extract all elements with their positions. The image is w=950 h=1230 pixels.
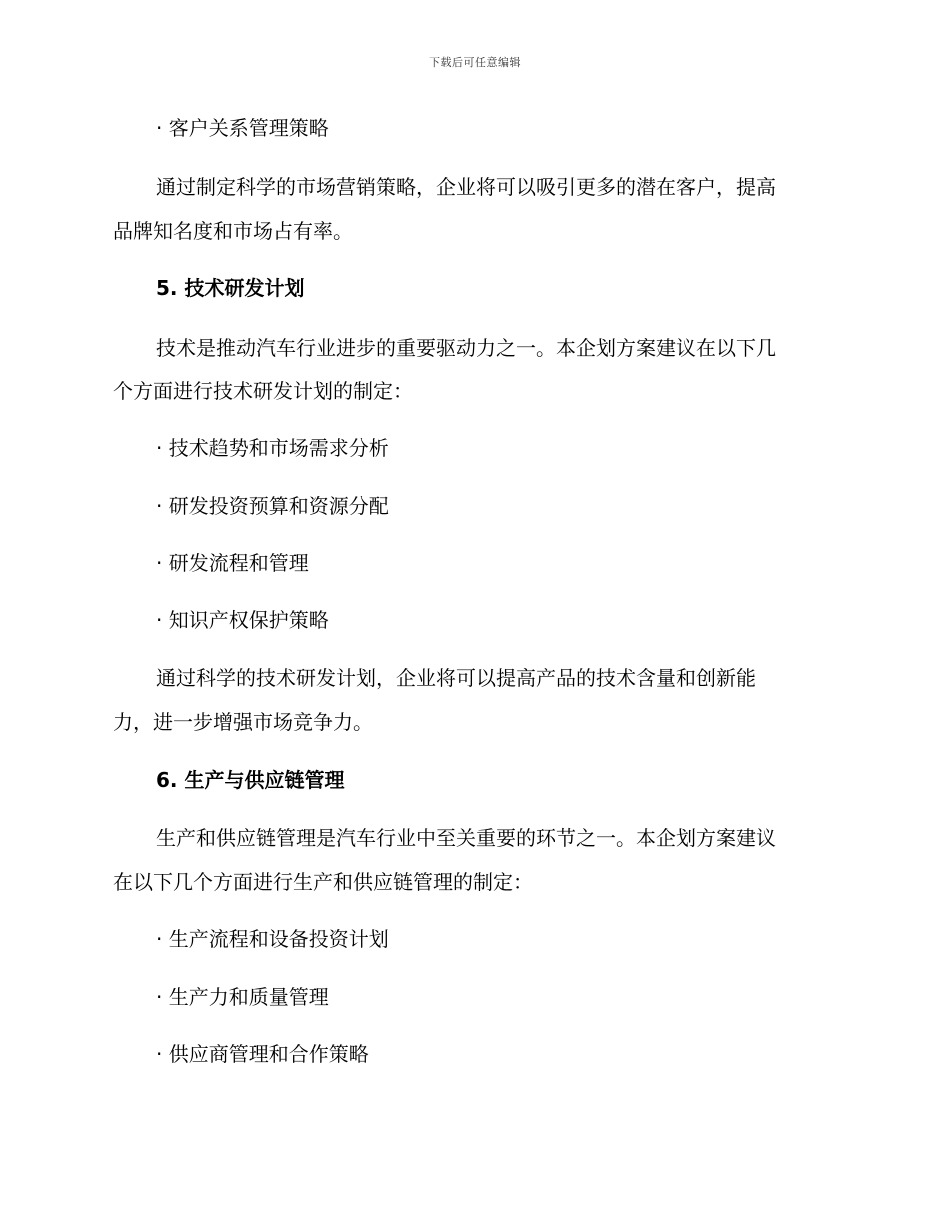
paragraph-line: 力，进一步增强市场竞争力。: [113, 710, 373, 734]
section-heading: 6. 生产与供应链管理: [156, 768, 345, 792]
bullet-item: · 生产力和质量管理: [156, 985, 329, 1009]
bullet-item: · 研发投资预算和资源分配: [156, 494, 389, 518]
bullet-item: · 生产流程和设备投资计划: [156, 927, 389, 951]
paragraph-line: 个方面进行技术研发计划的制定：: [113, 379, 413, 403]
bullet-item: · 研发流程和管理: [156, 551, 309, 575]
bullet-item: · 知识产权保护策略: [156, 608, 329, 632]
bullet-item: · 技术趋势和市场需求分析: [156, 436, 389, 460]
bullet-item: · 客户关系管理策略: [156, 116, 329, 140]
paragraph-line: 技术是推动汽车行业进步的重要驱动力之一。本企划方案建议在以下几: [156, 336, 776, 360]
paragraph-line: 在以下几个方面进行生产和供应链管理的制定：: [113, 870, 533, 894]
paragraph-line: 通过制定科学的市场营销策略，企业将可以吸引更多的潜在客户，提高: [156, 175, 776, 199]
paragraph-line: 品牌知名度和市场占有率。: [113, 219, 353, 243]
section-heading: 5. 技术研发计划: [156, 276, 305, 300]
bullet-item: · 供应商管理和合作策略: [156, 1042, 369, 1066]
paragraph-line: 生产和供应链管理是汽车行业中至关重要的环节之一。本企划方案建议: [156, 826, 776, 850]
page-header: 下载后可任意编辑: [429, 56, 521, 69]
paragraph-line: 通过科学的技术研发计划，企业将可以提高产品的技术含量和创新能: [156, 666, 756, 690]
